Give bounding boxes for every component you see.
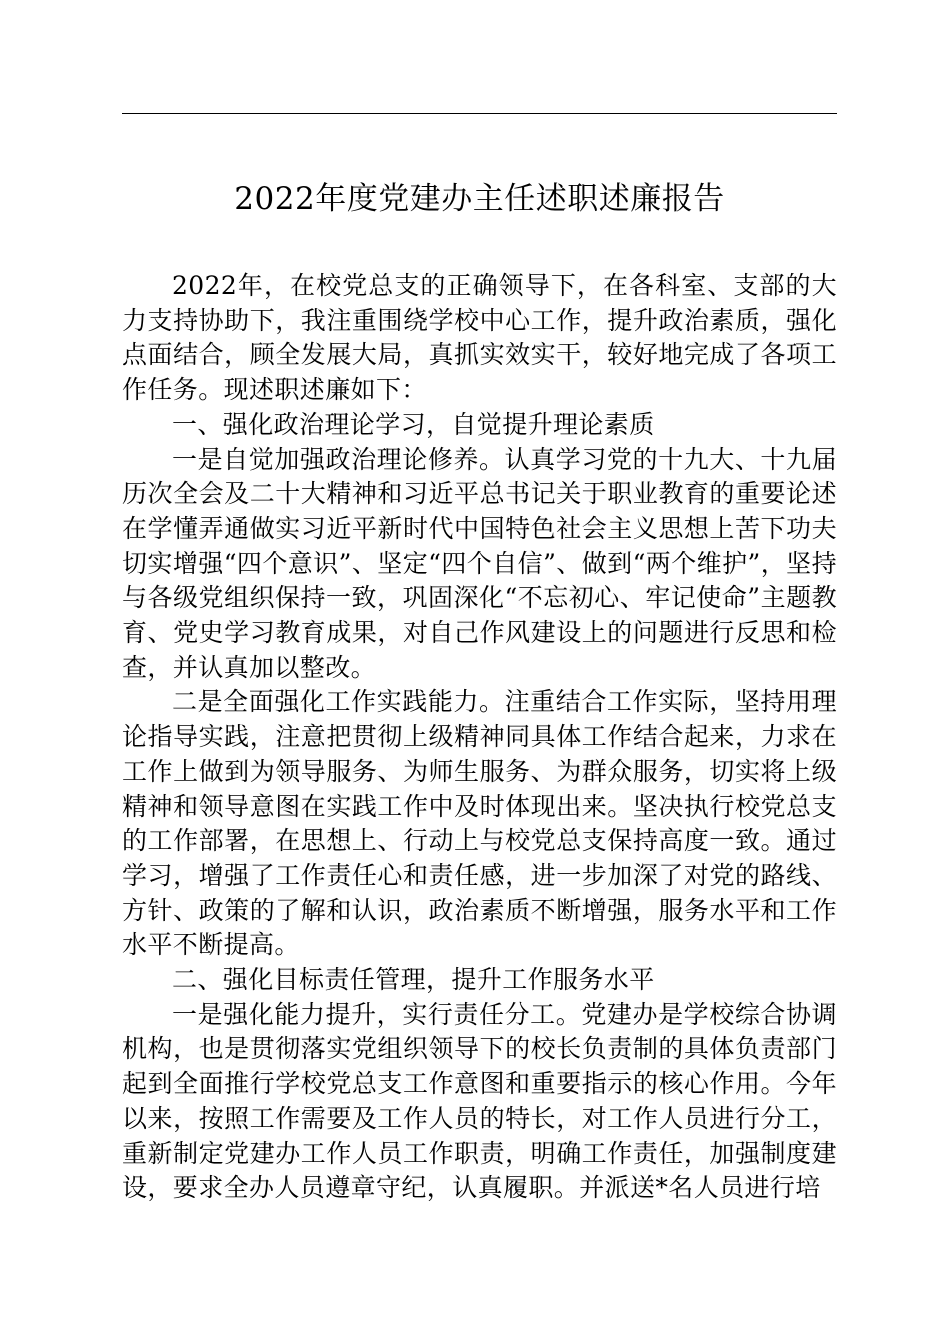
header-rule [122, 113, 837, 114]
section-heading-2: 二、强化目标责任管理，提升工作服务水平 [172, 965, 655, 995]
section-heading-1: 一、强化政治理论学习，自觉提升理论素质 [172, 409, 655, 439]
document-body [122, 269, 837, 1214]
body-paragraph: 一是强化能力提升，实行责任分工。党建办是学校综合协调机构，也是贯彻落实党组织领导下的校长负责制的具体负责部门起到全面推行学校党总支工作意图和重要指示的核心作用。今年以来，按照工作需要及工作人员的特长，对工作人员进行分工，重新制定党建办工作人员工作职责，明确工作责任，加强制度建设，要求全办人员遵章守纪，认真履职。并派送*名人员进行培 [122, 999, 837, 1203]
document-title: 2022年度党建办主任述职述廉报告 [234, 181, 725, 217]
intro-paragraph: 2022年，在校党总支的正确领导下，在各科室、支部的大力支持协助下，我注重围绕学校中心工作，提升政治素质，强化点面结合，顾全发展大局，真抓实效实干，较好地完成了各项工作任务。现述职述廉如下： [122, 271, 837, 405]
body-paragraph: 一是自觉加强政治理论修养。认真学习党的十九大、十九届历次全会及二十大精神和习近平总书记关于职业教育的重要论述在学懂弄通做实习近平新时代中国特色社会主义思想上苦下功夫切实增强“四个意识”、坚定“四个自信”、做到“两个维护”，坚持与各级党组织保持一致，巩固深化“不忘初心、牢记使命”主题教育、党史学习教育成果，对自己作风建设上的问题进行反思和检查，并认真加以整改。 [122, 444, 837, 682]
body-paragraph: 二是全面强化工作实践能力。注重结合工作实际，坚持用理论指导实践，注意把贯彻上级精神同具体工作结合起来，力求在工作上做到为领导服务、为师生服务、为群众服务，切实将上级精神和领导意图在实践工作中及时体现出来。坚决执行校党总支的工作部署，在思想上、行动上与校党总支保持高度一致。通过学习，增强了工作责任心和责任感，进一步加深了对党的路线、方针、政策的了解和认识，政治素质不断增强，服务水平和工作水平不断提高。 [122, 687, 837, 960]
